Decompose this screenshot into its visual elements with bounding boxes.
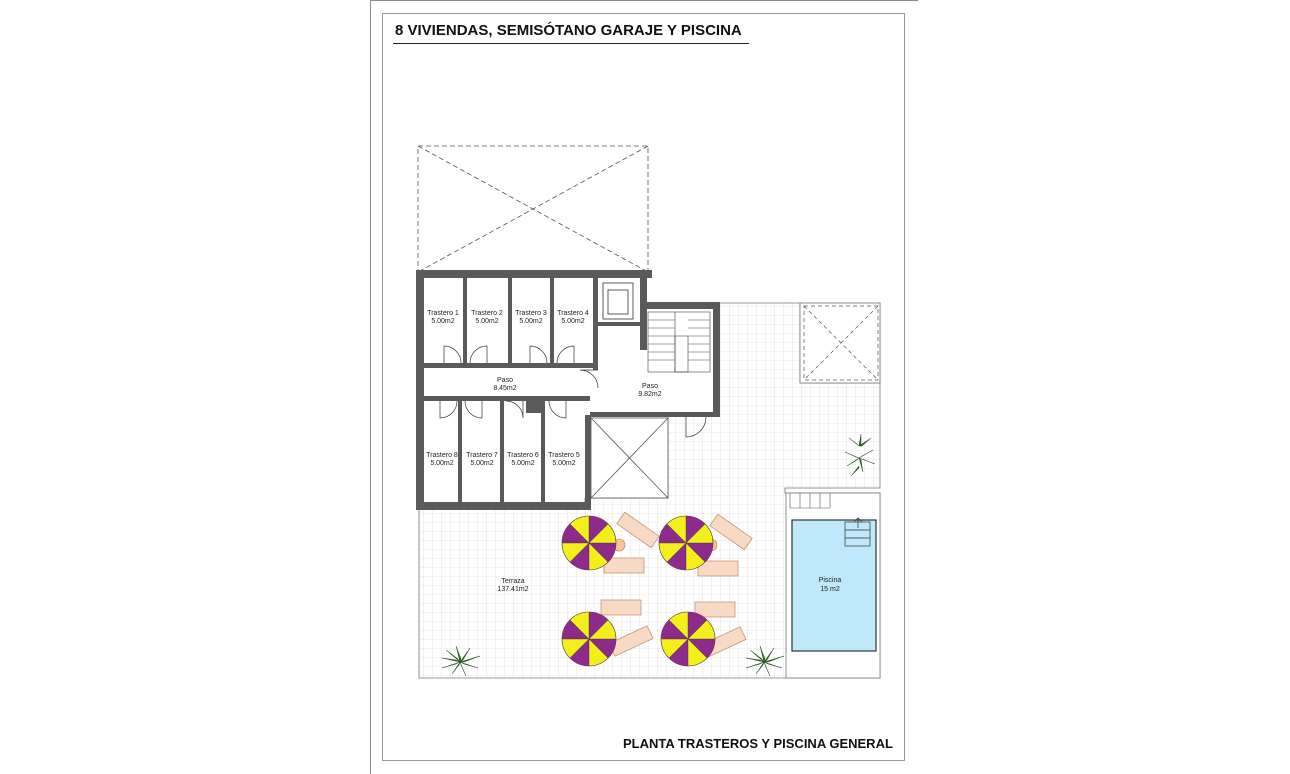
terrace-area: 137.41m2 [497, 586, 529, 593]
room-trastero-7-area: 5.00m2 [470, 460, 494, 467]
umbrella-4 [661, 612, 715, 666]
light-well [591, 418, 668, 498]
room-trastero-5-name: Trastero 5 [548, 452, 580, 459]
umbrella-2 [659, 516, 713, 570]
umbrella-1 [562, 516, 616, 570]
room-trastero-8-name: Trastero 8 [426, 452, 458, 459]
room-paso-2-area: 9.82m2 [638, 391, 662, 398]
drawing-title: 8 VIVIENDAS, SEMISÓTANO GARAJE Y PISCINA [395, 22, 742, 39]
room-paso-1-name: Paso [497, 377, 513, 384]
room-trastero-2-name: Trastero 2 [471, 310, 503, 317]
room-trastero-1-name: Trastero 1 [427, 310, 459, 317]
staircase [648, 312, 710, 372]
pool [786, 493, 880, 678]
pool-area: 15 m2 [820, 586, 840, 593]
terrace-name: Terraza [501, 578, 525, 585]
room-trastero-3-name: Trastero 3 [515, 310, 547, 317]
elevator [603, 283, 633, 319]
room-paso-1-area: 8.45m2 [493, 385, 517, 392]
room-trastero-1-area: 5.00m2 [431, 318, 455, 325]
umbrella-3 [562, 612, 616, 666]
room-trastero-5-area: 5.00m2 [552, 460, 576, 467]
room-trastero-2-area: 5.00m2 [475, 318, 499, 325]
pool-name: Piscina [818, 577, 842, 584]
room-paso-2-name: Paso [642, 383, 658, 390]
room-trastero-6-name: Trastero 6 [507, 452, 539, 459]
roof-projection-top [418, 146, 648, 272]
drawing-footer-title: PLANTA TRASTEROS Y PISCINA GENERAL [623, 736, 893, 751]
room-trastero-8-area: 5.00m2 [430, 460, 454, 467]
room-trastero-3-area: 5.00m2 [519, 318, 543, 325]
room-trastero-6-area: 5.00m2 [511, 460, 535, 467]
room-trastero-4-name: Trastero 4 [557, 310, 589, 317]
room-trastero-4-area: 5.00m2 [561, 318, 585, 325]
room-trastero-7-name: Trastero 7 [466, 452, 498, 459]
